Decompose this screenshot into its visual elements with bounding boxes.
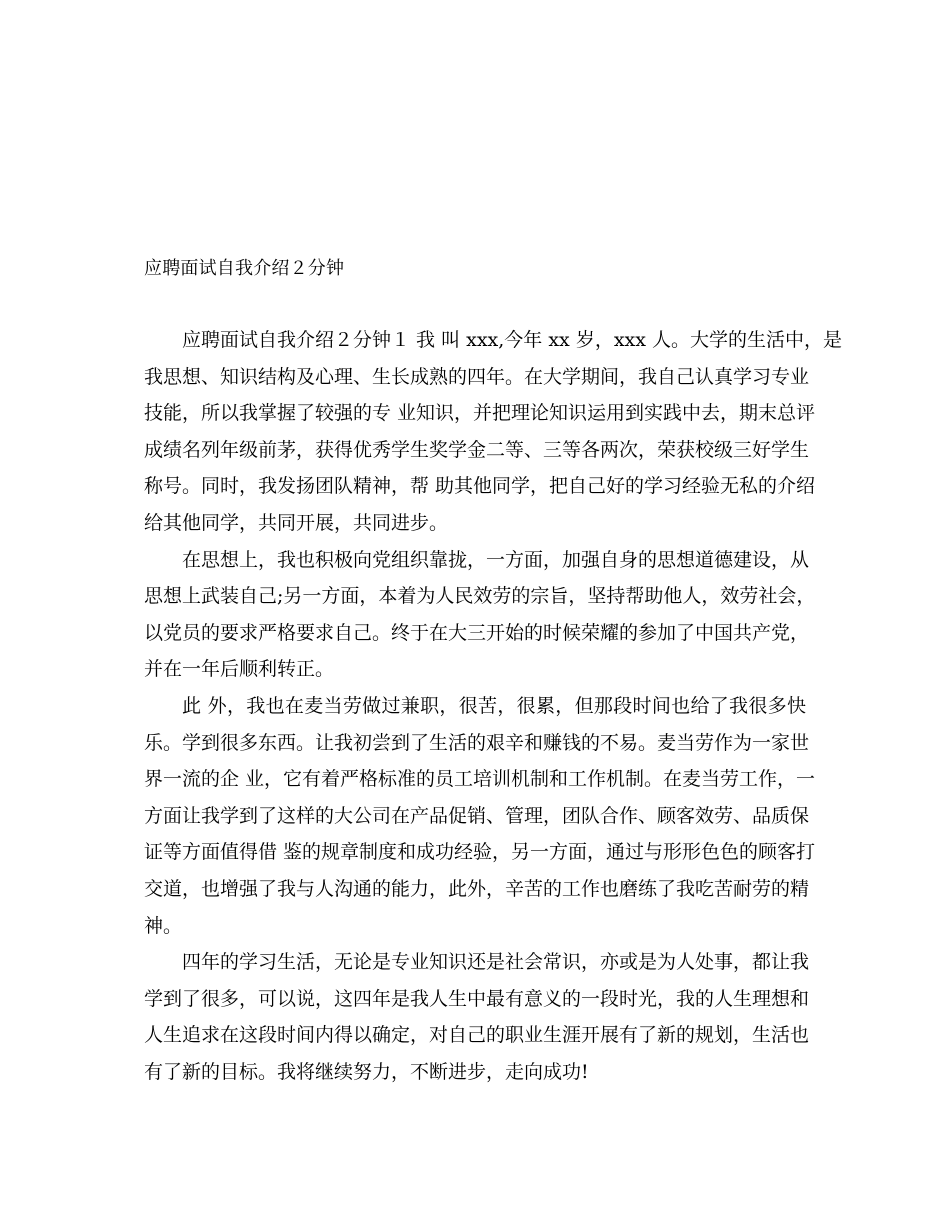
paragraph-line: 称号。同时，我发扬团队精神，帮 助其他同学，把自己好的学习经验无私的介绍 xyxy=(144,475,816,498)
paragraph-line: 应聘面试自我介绍２分钟１ 我 叫 xxx,今年 xx 岁，xxx 人。大学的生活中，是 xyxy=(182,329,843,351)
paragraph-line: 交道，也增强了我与人沟通的能力，此外，辛苦的工作也磨练了我吃苦耐劳的精 xyxy=(144,877,810,900)
paragraph-4 xyxy=(144,944,810,1090)
paragraph-line: 界一流的企 业，它有着严格标准的员工培训机制和工作机制。在麦当劳工作，一 xyxy=(144,768,816,791)
paragraph-line: 方面让我学到了这样的大公司在产品促销、管理，团队合作、顾客效劳、品质保 xyxy=(144,804,810,827)
paragraph-line: 思想上武装自己;另一方面，本着为人民效劳的宗旨，坚持帮助他人，效劳社会， xyxy=(144,585,816,608)
paragraph-line: 并在一年后顺利转正。 xyxy=(144,658,335,681)
paragraph-line: 以党员的要求严格要求自己。终于在大三开始的时候荣耀的参加了中国共产党， xyxy=(144,621,810,644)
paragraph-line: 成绩名列年级前茅，获得优秀学生奖学金二等、三等各两次，荣获校级三好学生 xyxy=(144,438,810,461)
paragraph-line: 有了新的目标。我将继续努力，不断进步，走向成功! xyxy=(144,1060,589,1083)
paragraph-line: 证等方面值得借 鉴的规章制度和成功经验，另一方面，通过与形形色色的顾客打 xyxy=(144,841,816,864)
paragraph-line: 学到了很多，可以说，这四年是我人生中最有意义的一段时光，我的人生理想和 xyxy=(144,987,810,1010)
paragraph-line: 此 外，我也在麦当劳做过兼职，很苦，很累，但那段时间也给了我很多快 xyxy=(182,694,806,717)
paragraph-line: 在思想上，我也积极向党组织靠拢，一方面，加强自身的思想道德建设，从 xyxy=(182,548,810,571)
paragraph-1 xyxy=(144,322,843,542)
paragraph-line: 神。 xyxy=(144,914,183,937)
paragraph-line: 四年的学习生活，无论是专业知识还是社会常识，亦或是为人处事，都让我 xyxy=(182,951,810,974)
paragraph-3 xyxy=(144,688,816,944)
paragraph-line: 人生追求在这段时间内得以确定，对自己的职业生涯开展有了新的规划，生活也 xyxy=(144,1024,810,1047)
paragraph-line: 乐。学到很多东西。让我初尝到了生活的艰辛和赚钱的不易。麦当劳作为一家世 xyxy=(144,731,810,754)
document-body xyxy=(144,322,843,1090)
paragraph-line: 技能，所以我掌握了较强的专 业知识，并把理论知识运用到实践中去，期末总评 xyxy=(144,402,816,425)
paragraph-line: 我思想、知识结构及心理、生长成熟的四年。在大学期间，我自己认真学习专业 xyxy=(144,365,810,388)
paragraph-line: 给其他同学，共同开展，共同进步。 xyxy=(144,511,449,534)
paragraph-2 xyxy=(144,542,816,688)
document-title: 应聘面试自我介绍２分钟 xyxy=(144,258,345,279)
